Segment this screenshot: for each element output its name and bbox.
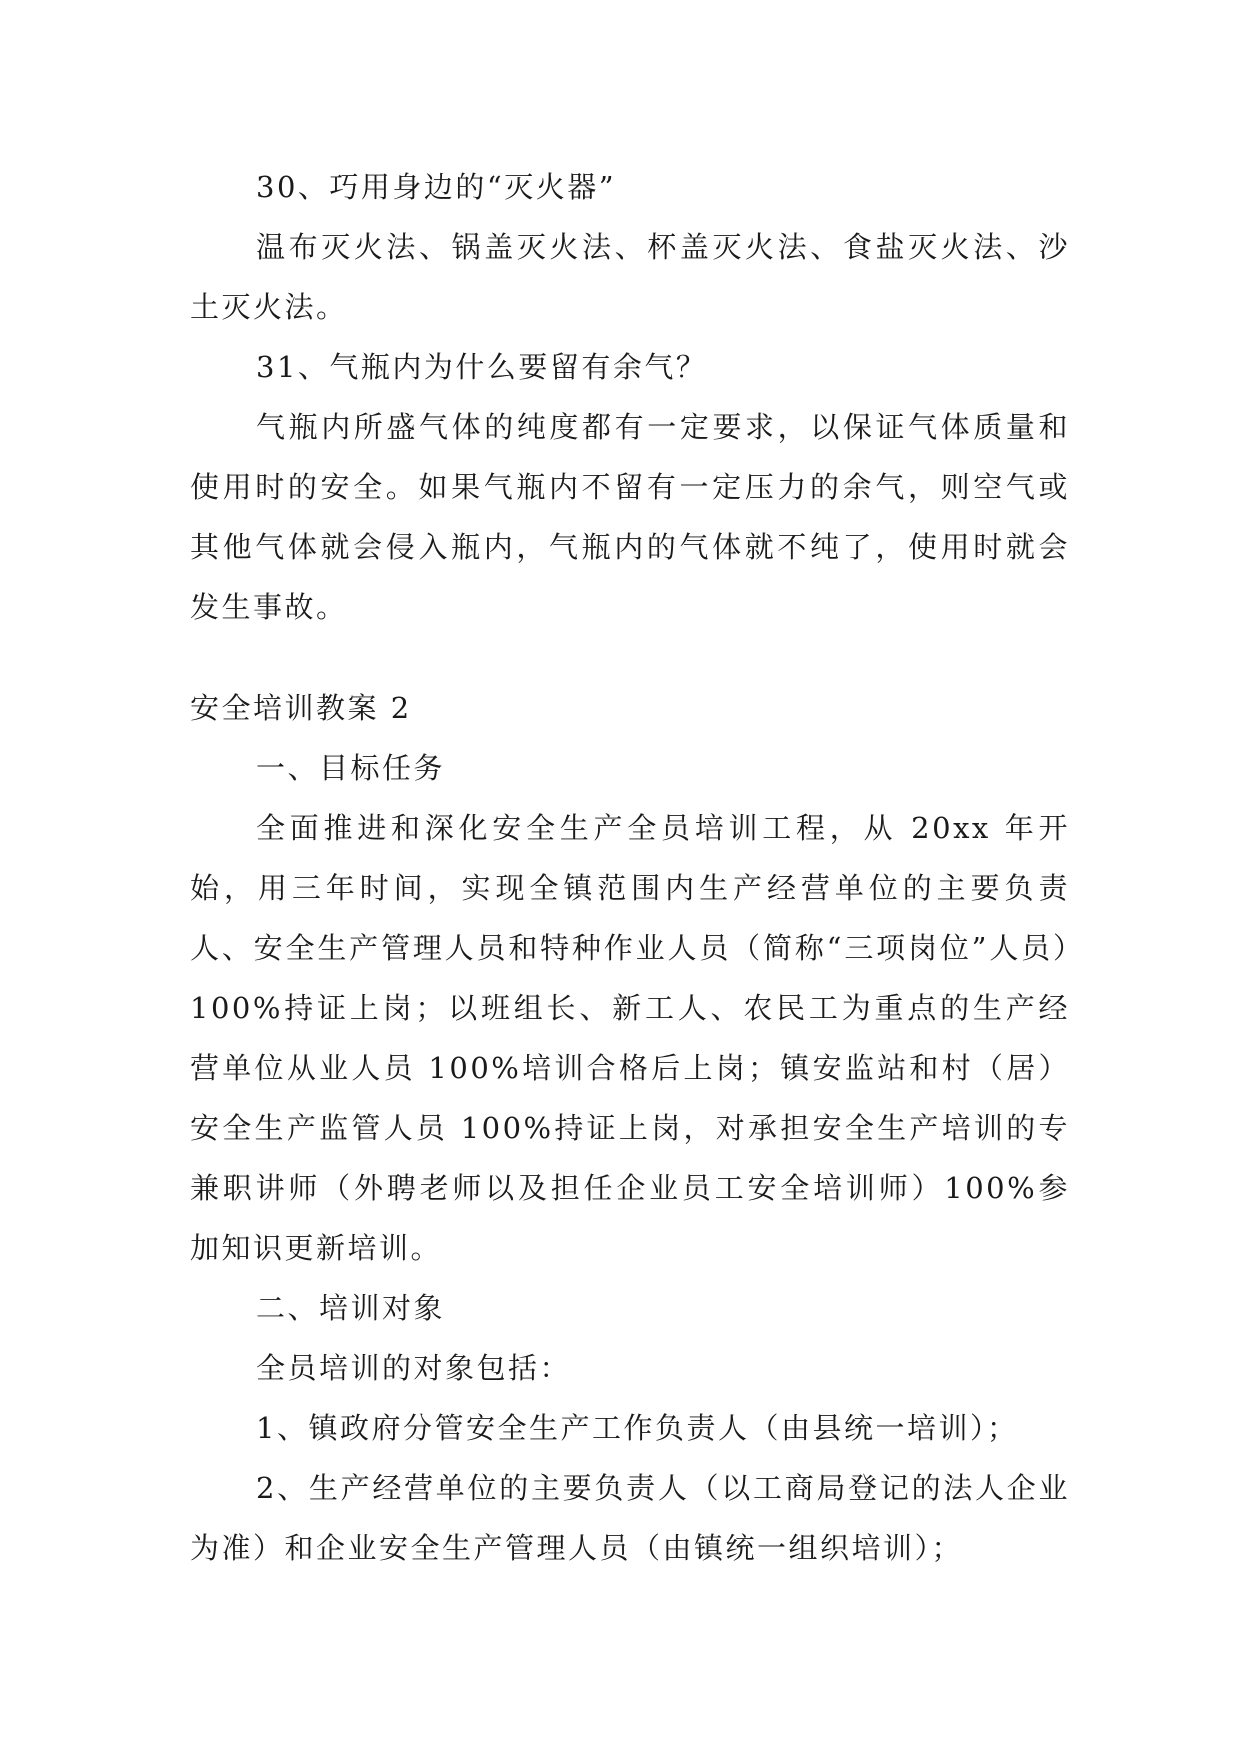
item-31-title: 31、气瓶内为什么要留有余气？	[256, 350, 708, 384]
part-2-intro: 全员培训的对象包括：	[256, 1351, 572, 1385]
item-30-body: 温布灭火法、锅盖灭火法、杯盖灭火法、食盐灭火法、沙土灭火法。	[190, 230, 1070, 324]
fire-safety-qa-section	[190, 157, 1070, 637]
part-1-title: 一、目标任务	[256, 751, 446, 785]
part-1-body: 全面推进和深化安全生产全员培训工程，从 20xx 年开始，用三年时间，实现全镇范围内生产经营单位的主要负责人、安全生产管理人员和特种作业人员（简称“三项岗位”人员）100%持证上岗；以班组长、新工人、农民工为重点的生产经营单位从业人员 100%培训合格后上岗；镇安监站和村（居）安全生产监管人员 100%持证上岗，对承担安全生产培训的专兼职讲师（外聘老师以及担任企业员工安全培训师）100%参加知识更新培训。	[190, 811, 1070, 1265]
list-item-1: 1、镇政府分管安全生产工作负责人（由县统一培训）；	[256, 1411, 1019, 1445]
section-heading: 安全培训教案 2	[190, 691, 412, 725]
item-31-body: 气瓶内所盛气体的纯度都有一定要求，以保证气体质量和使用时的安全。如果气瓶内不留有一定压力的余气，则空气或其他气体就会侵入瓶内，气瓶内的气体就不纯了，使用时就会发生事故。	[190, 410, 1070, 624]
part-2-title: 二、培训对象	[256, 1291, 446, 1325]
list-item-2: 2、生产经营单位的主要负责人（以工商局登记的法人企业为准）和企业安全生产管理人员（由镇统一组织培训）；	[190, 1471, 1070, 1565]
item-30-title: 30、巧用身边的“灭火器”	[256, 170, 617, 204]
training-plan-section	[190, 678, 1070, 1578]
